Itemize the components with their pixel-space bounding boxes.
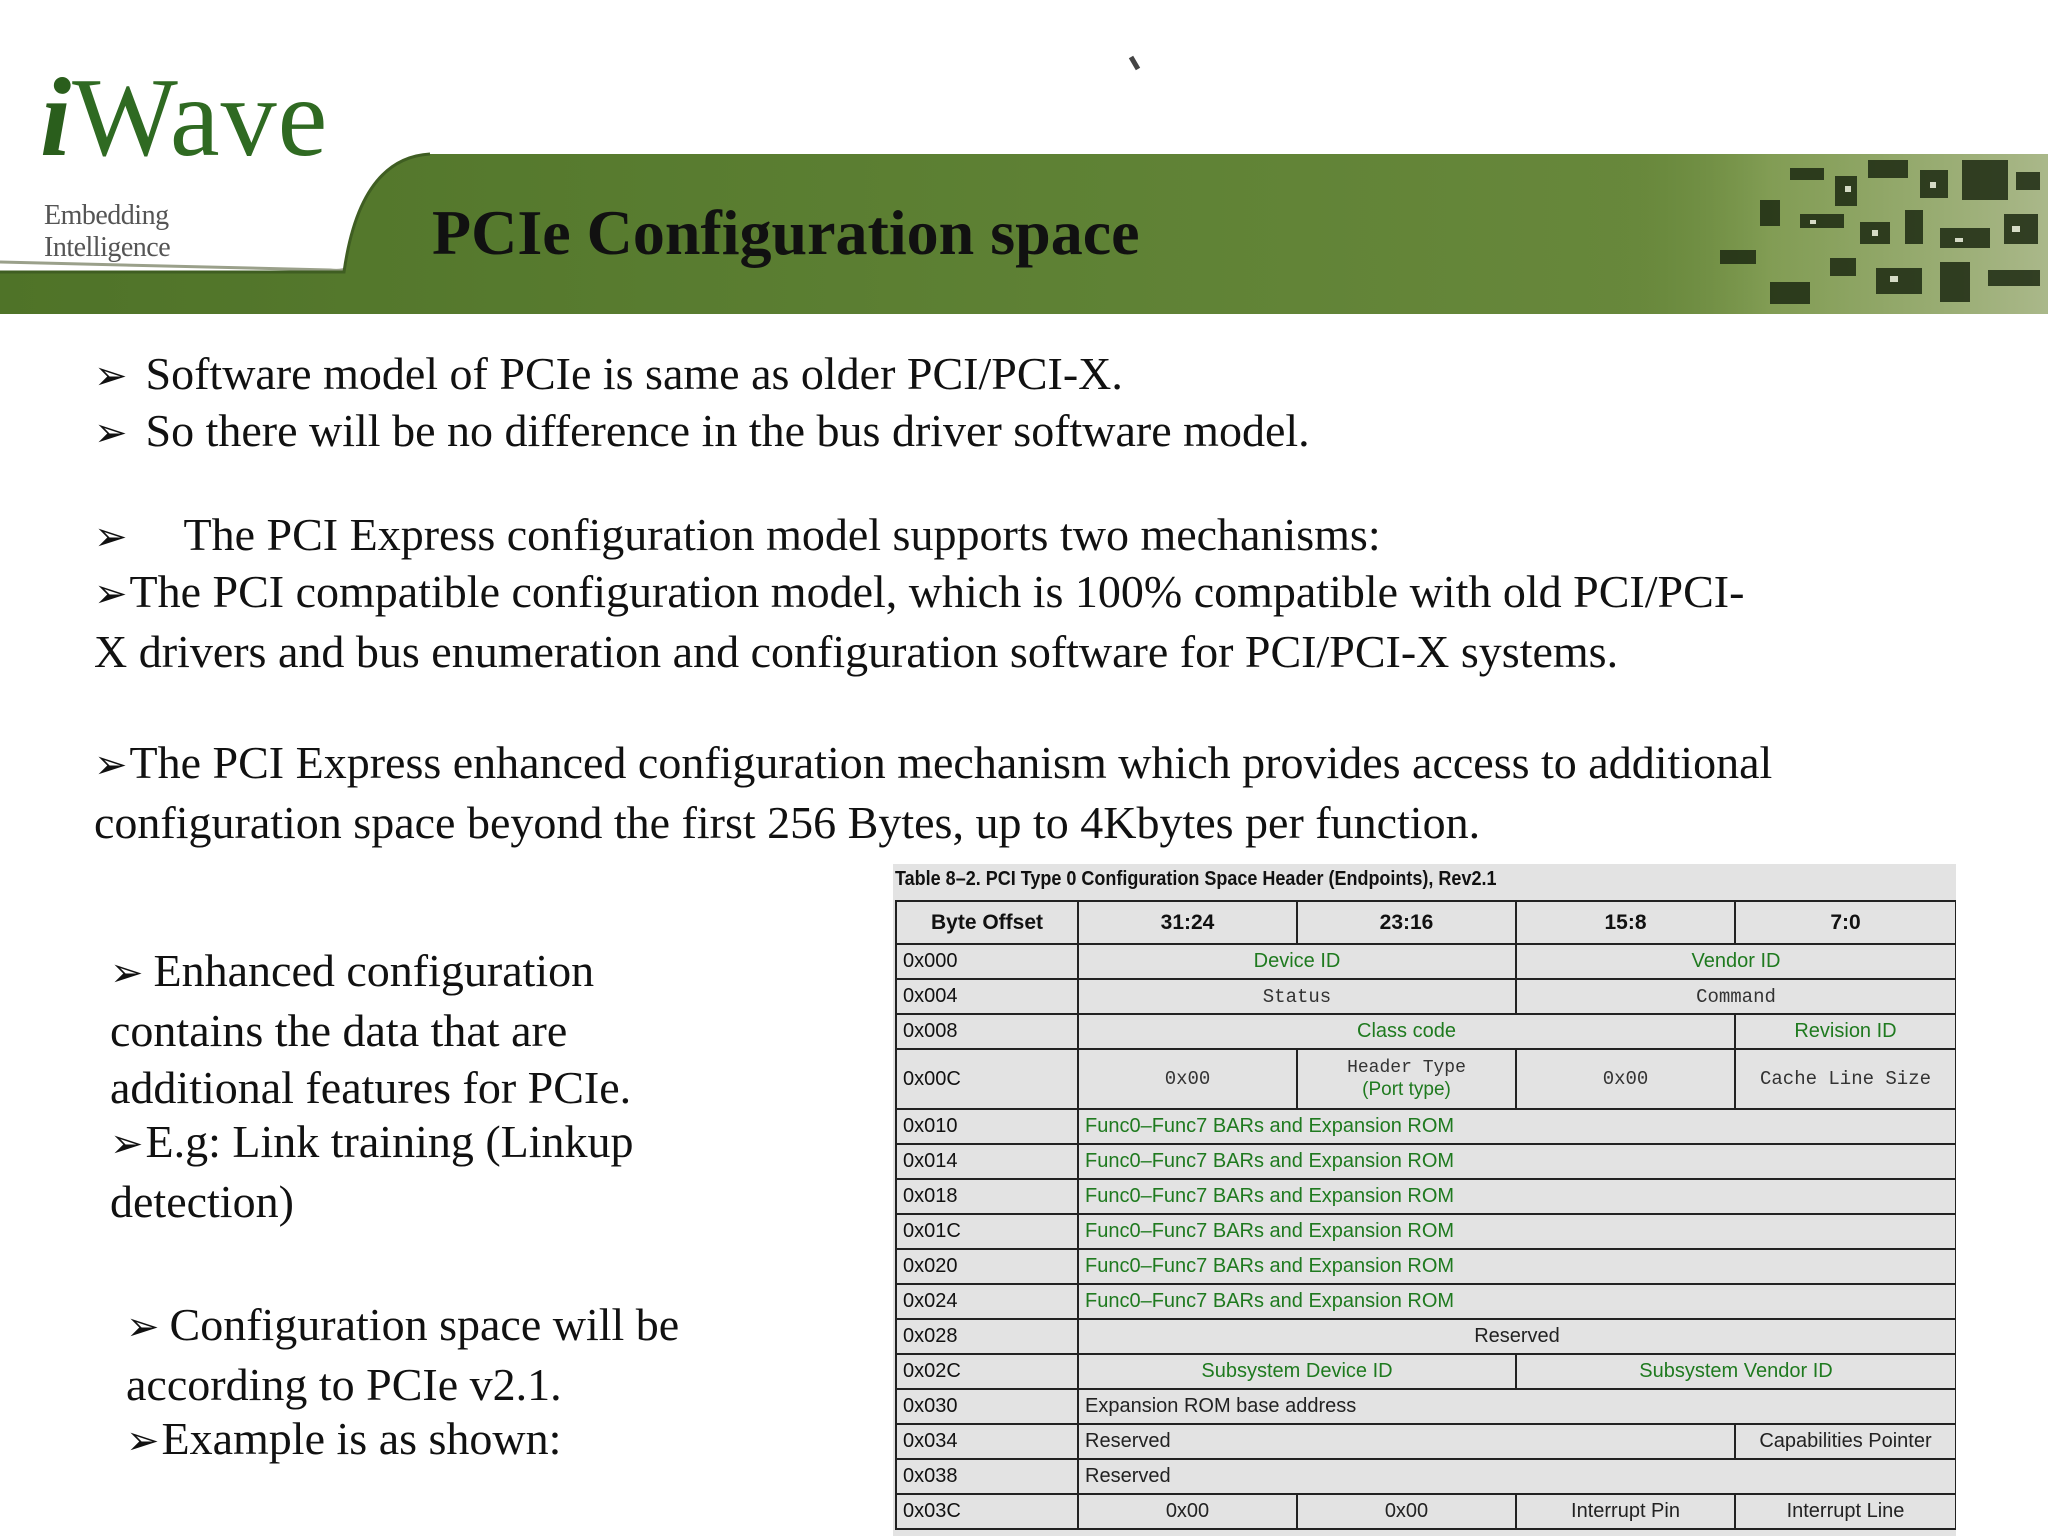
offset-cell: 0x018 — [896, 1179, 1078, 1214]
reserved-cell: Reserved — [1078, 1459, 1956, 1494]
bullet-config-space-version: ➢ Configuration space will be according to PCIe v2.1. — [126, 1299, 680, 1410]
bullet-arrow-icon: ➢ — [94, 514, 128, 560]
subsystem-device-id-cell: Subsystem Device ID — [1078, 1354, 1516, 1389]
table-row — [896, 944, 1956, 979]
bullet-two-mechanisms: ➢ The PCI Express configuration model supports two mechanisms: — [94, 506, 1794, 566]
bullet-arrow-icon: ➢ — [110, 1121, 144, 1167]
col-header-7-0: 7:0 — [1735, 901, 1956, 944]
bullet-arrow-icon: ➢ — [126, 1418, 160, 1464]
reserved-cell: Reserved — [1078, 1424, 1735, 1459]
table-row — [896, 1459, 1956, 1494]
bullet-link-training: ➢E.g: Link training (Linkup detection) — [110, 1116, 634, 1227]
offset-cell: 0x024 — [896, 1284, 1078, 1319]
bar-cell: Func0–Func7 BARs and Expansion ROM — [1078, 1179, 1956, 1214]
offset-cell: 0x030 — [896, 1389, 1078, 1424]
col-header-byte-offset: Byte Offset — [896, 901, 1078, 944]
table-row — [896, 1319, 1956, 1354]
offset-cell: 0x028 — [896, 1319, 1078, 1354]
table-row — [896, 1214, 1956, 1249]
byte2-cell: 0x00 — [1297, 1494, 1516, 1529]
table-row — [896, 1109, 1956, 1144]
expansion-rom-cell: Expansion ROM base address — [1078, 1389, 1956, 1424]
offset-cell: 0x01C — [896, 1214, 1078, 1249]
bullet-bus-driver: ➢ So there will be no difference in the bus driver software model. — [94, 402, 1794, 462]
table-header-row — [896, 901, 1956, 944]
bullet-arrow-icon: ➢ — [94, 410, 128, 456]
col-header-23-16: 23:16 — [1297, 901, 1516, 944]
offset-cell: 0x000 — [896, 944, 1078, 979]
bar-cell: Func0–Func7 BARs and Expansion ROM — [1078, 1214, 1956, 1249]
cache-line-size-cell: Cache Line Size — [1735, 1049, 1956, 1109]
bullet-enhanced-config: ➢ Enhanced configuration contains the data that are additional features for PCIe. — [110, 945, 632, 1113]
vendor-id-cell: Vendor ID — [1516, 944, 1956, 979]
table-row — [896, 1144, 1956, 1179]
offset-cell: 0x008 — [896, 1014, 1078, 1049]
offset-cell: 0x02C — [896, 1354, 1078, 1389]
logo-wordmark: iWave — [40, 56, 329, 180]
col-header-31-24: 31:24 — [1078, 901, 1297, 944]
table-row — [896, 1284, 1956, 1319]
bullet-arrow-icon: ➢ — [94, 742, 128, 788]
byte1-cell: 0x00 — [1516, 1049, 1735, 1109]
offset-cell: 0x00C — [896, 1049, 1078, 1109]
table-row — [896, 979, 1956, 1014]
table-row — [896, 1494, 1956, 1529]
bullet-software-model: ➢ Software model of PCIe is same as older PCI/PCI-X. — [94, 345, 1794, 405]
table-row — [896, 1014, 1956, 1049]
table-row — [896, 1249, 1956, 1284]
header-type-cell: Header Type (Port type) — [1297, 1049, 1516, 1109]
bullet-example: ➢Example is as shown: — [126, 1410, 766, 1470]
interrupt-line-cell: Interrupt Line — [1735, 1494, 1956, 1529]
table-row — [896, 1389, 1956, 1424]
bullet-arrow-icon: ➢ — [94, 571, 128, 617]
offset-cell: 0x014 — [896, 1144, 1078, 1179]
command-cell: Command — [1516, 979, 1956, 1014]
table-row — [896, 1354, 1956, 1389]
subsystem-vendor-id-cell: Subsystem Vendor ID — [1516, 1354, 1956, 1389]
offset-cell: 0x010 — [896, 1109, 1078, 1144]
capabilities-pointer-cell: Capabilities Pointer — [1735, 1424, 1956, 1459]
bullet-enhanced-mechanism: ➢The PCI Express enhanced configuration mechanism which provides access to additional configuration space beyond the first 256 Bytes, up to 4Kbytes per function. — [94, 737, 1773, 848]
logo-tagline: Embedding Intelligence — [44, 200, 171, 263]
bullet-arrow-icon: ➢ — [94, 353, 128, 399]
table-row — [896, 1179, 1956, 1214]
byte3-cell: 0x00 — [1078, 1494, 1297, 1529]
interrupt-pin-cell: Interrupt Pin — [1516, 1494, 1735, 1529]
bullet-arrow-icon: ➢ — [110, 950, 144, 996]
offset-cell: 0x03C — [896, 1494, 1078, 1529]
offset-cell: 0x020 — [896, 1249, 1078, 1284]
bar-cell: Func0–Func7 BARs and Expansion ROM — [1078, 1249, 1956, 1284]
table-caption: Table 8–2. PCI Type 0 Configuration Space Header (Endpoints), Rev2.1 — [895, 868, 1497, 890]
offset-cell: 0x034 — [896, 1424, 1078, 1459]
bullet-pci-compatible: ➢The PCI compatible configuration model, which is 100% compatible with old PCI/PCI-X drivers and bus enumeration and configuration software for PCI/PCI-X systems. — [94, 566, 1745, 677]
col-header-15-8: 15:8 — [1516, 901, 1735, 944]
table-row — [896, 1049, 1956, 1109]
bar-cell: Func0–Func7 BARs and Expansion ROM — [1078, 1144, 1956, 1179]
reserved-cell: Reserved — [1078, 1319, 1956, 1354]
bar-cell: Func0–Func7 BARs and Expansion ROM — [1078, 1109, 1956, 1144]
revision-id-cell: Revision ID — [1735, 1014, 1956, 1049]
offset-cell: 0x038 — [896, 1459, 1078, 1494]
config-space-table-image — [893, 864, 1956, 1536]
circuit-board-image — [1620, 154, 2048, 314]
byte3-cell: 0x00 — [1078, 1049, 1297, 1109]
class-code-cell: Class code — [1078, 1014, 1735, 1049]
offset-cell: 0x004 — [896, 979, 1078, 1014]
iwave-logo — [40, 56, 329, 263]
bar-cell: Func0–Func7 BARs and Expansion ROM — [1078, 1284, 1956, 1319]
table-row — [896, 1424, 1956, 1459]
device-id-cell: Device ID — [1078, 944, 1516, 979]
status-cell: Status — [1078, 979, 1516, 1014]
bullet-arrow-icon: ➢ — [126, 1304, 160, 1350]
config-space-table — [895, 900, 1956, 1530]
page-title: PCIe Configuration space — [432, 197, 1140, 268]
